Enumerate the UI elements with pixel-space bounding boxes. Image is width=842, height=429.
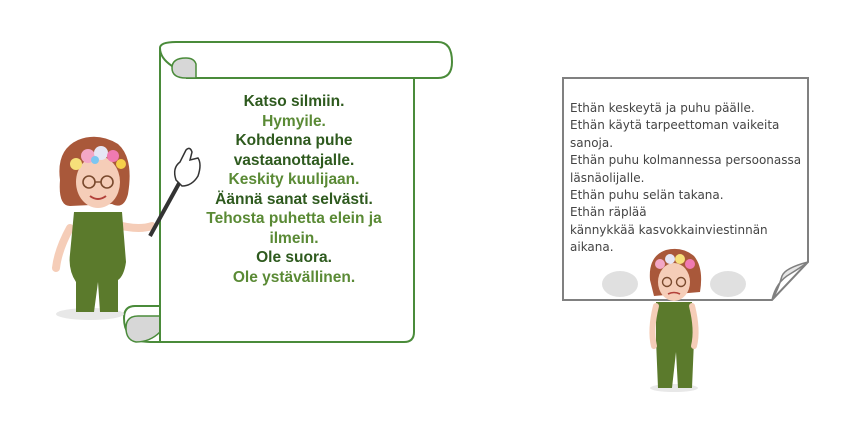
note-line: Ethän puhu selän takana.: [570, 188, 724, 203]
scroll-line: Tehosta puhetta elein ja: [206, 210, 382, 227]
note-line: sanoja.: [570, 135, 614, 150]
scroll-line: Keskity kuulijaan.: [228, 171, 360, 188]
scroll-instructions: [188, 92, 400, 287]
scroll-line: Katso silmiin.: [243, 93, 345, 110]
note-line: Ethän keskeytä ja puhu päälle.: [570, 101, 755, 115]
note-donts: [570, 100, 806, 257]
note-line: aikana.: [570, 240, 614, 255]
note-line: läsnäolijalle.: [570, 170, 645, 185]
scroll-line: Ole ystävällinen.: [232, 268, 356, 286]
scroll-line: Ole suora.: [256, 249, 332, 266]
note-line: kännykkää kasvokkainviestinnän: [570, 222, 768, 237]
scroll-line: vastaanottajalle.: [233, 151, 355, 169]
scroll-line: Kohdenna puhe: [235, 132, 353, 149]
scroll-line: Hymyile.: [262, 112, 326, 130]
note-line: Ethän puhu kolmannessa persoonassa: [570, 153, 802, 168]
scroll-line: Äännä sanat selvästi.: [215, 190, 373, 208]
note-line: Ethän räplää: [570, 205, 647, 220]
note-line: Ethän käytä tarpeettoman vaikeita: [570, 118, 780, 133]
scroll-line: ilmein.: [269, 229, 319, 247]
